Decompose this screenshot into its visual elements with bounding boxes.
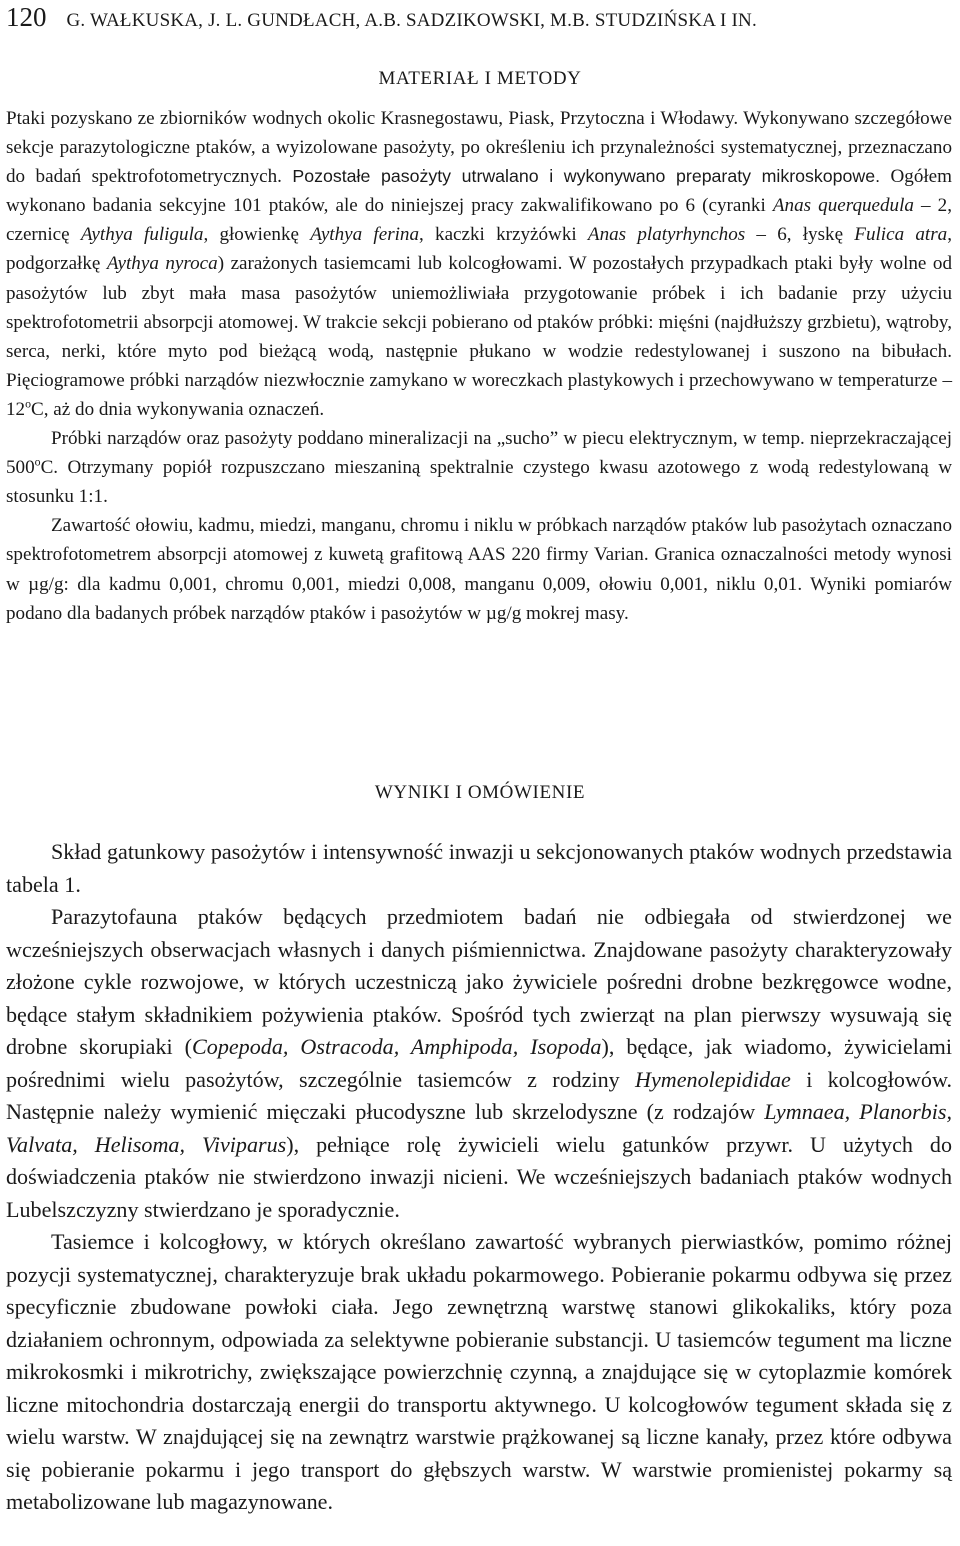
section-heading-materials-methods: MATERIAŁ I METODY (378, 68, 582, 89)
running-header (6, 2, 946, 38)
taxon-name: Hymenolepididae (635, 1066, 791, 1092)
species-name: Aythya fuligula (80, 224, 204, 246)
species-name: Anas querquedula (772, 195, 914, 217)
paragraph: Skład gatunkowy pasożytów i intensywność inwazji u sekcjonowanych ptaków wodnych przedstawia tabela 1. (6, 839, 952, 897)
paragraph: Ptaki pozyskano ze zbiorników wodnych okolic Krasnegostawu, Piask, Przytoczna i Włodawy. Wykonywano szczegółowe sekcje parazytologiczne ptaków, a wyizolowane pasożyty, po określeniu ich przynależności systematycznej, przeznaczano do badań spektrofotometrycznych. Pozostałe pasożyty utrwalano i wykonywano preparaty mikroskopowe. Ogółem wykonano badania sekcyjne 101 ptaków, ale do niniejszej pracy zakwalifikowano po 6 (cyranki Anas querquedula – 2, czernicę Aythya fuligula, głowienkę Aythya ferina, kaczki krzyżówki Anas platyrhynchos – 6, łyskę Fulica atra, podgorzałkę Aythya nyroca) zarażonych tasiemcami lub kolcogłowami. W pozostałych przypadkach ptaki były wolne od pasożytów lub zbyt mała masa pasożytów uniemożliwiała przygotowanie próbek i ich badanie przy użyciu spektrofotometrii absorpcji atomowej. W trakcie sekcji pobierano od ptaków próbki: mięśni (najdłuższy grzbietu), wątroby, serca, nerki, które myto pod bieżącą wodą, następnie płukano w wodzie redestylowanej i suszono na bibułach. Pięciogramowe próbki narządów niezwłocznie zamykano w woreczkach plastykowych i przechowywano w temperaturze –12$^o$C, aż do dnia wykonywania oznaczeń. (6, 108, 953, 420)
page-number: 120 (6, 2, 47, 32)
results-discussion-body (6, 836, 952, 1519)
species-name: Anas platyrhynchos (587, 224, 746, 246)
species-name: Aythya nyroca (106, 253, 218, 275)
paragraph: Próbki narządów oraz pasożyty poddano mineralizacji na „sucho” w piecu elektrycznym, w temp. nieprzekraczającej 500$^o$C. Otrzymany popiół rozpuszczano mieszaniną spektralnie czystego kwasu azotowego z wodą redestylowaną w stosunku 1:1. (6, 428, 952, 508)
taxon-name: Lymnaea, Planorbis, Valvata, Helisoma, Viviparus (6, 1099, 952, 1157)
materials-methods-body (6, 104, 952, 628)
section-heading-results-discussion: WYNIKI I OMÓWIENIE (374, 782, 586, 803)
paragraph: Tasiemce i kolcogłowy, w których określano zawartość wybranych pierwiastków, pomimo różnej pozycji systematycznej, charakteryzuje brak układu pokarmowego. Pobieranie pokarmu odbywa się przez specyficznie zbudowane powłoki ciała. Jego zewnętrzną warstwę stanowi glikokaliks, który poza działaniem ochronnym, odpowiada za selektywne pobieranie substancji. U tasiemców tegument ma liczne mikrokosmki i mikrotrichy, zwiększające powierzchnię czynną, a znajdujące się w cytoplazmie komórek liczne mitochondria dostarczają energii do transportu aktywnego. U kolcogłowów tegument składa się z wielu warstw. W znajdującej się na zewnątrz warstwie prążkowanej są liczne kanały, przez które odbywa się pobieranie pokarmu i jego transport do głębszych warstw. W warstwie promienistej pokarmy są metabolizowane lub magazynowane. (6, 1229, 952, 1514)
paragraph: Parazytofauna ptaków będących przedmiotem badań nie odbiegała od stwierdzonej we wcześniejszych obserwacjach własnych i danych piśmiennictwa. Znajdowane pasożyty charakteryzowały złożone cykle rozwojowe, w których uczestniczą jako żywiciele pośredni drobne bezkręgowce wodne, będące stałym składnikiem pożywienia ptaków. Spośród tych zwierząt na plan pierwszy wysuwają się drobne skorupiaki (Copepoda, Ostracoda, Amphipoda, Isopoda), będące, jak wiadomo, żywicielami pośrednimi wielu pasożytów, szczególnie tasiemców z rodziny Hymenolepididae i kolcogłowów. Następnie należy wymienić mięczaki płucodyszne lub skrzelodyszne (z rodzajów Lymnaea, Planorbis, Valvata, Helisoma, Viviparus), pełniące rolę żywicieli wielu gatunków przywr. U użytych do doświadczenia ptaków nie stwierdzono inwazji nicieni. We wcześniejszych badaniach ptaków wodnych Lubelszczyzny stwierdzano je sporadycznie. (6, 904, 952, 1222)
running-head-authors: G. WAŁKUSKA, J. L. GUNDŁACH, A.B. SADZIKOWSKI, M.B. STUDZIŃSKA I IN. (66, 10, 757, 31)
taxon-name: Copepoda, Ostracoda, Amphipoda, Isopoda (192, 1034, 602, 1059)
species-name: Aythya ferina (310, 224, 420, 246)
inserted-sentence: Pozostałe pasożyty utrwalano i wykonywano preparaty mikroskopowe. (292, 166, 881, 187)
species-name: Fulica atra (854, 224, 948, 246)
paragraph: Zawartość ołowiu, kadmu, miedzi, manganu, chromu i niklu w próbkach narządów ptaków lub pasożytach oznaczano spektrofotometrem absorpcji atomowej z kuwetą grafitową AAS 220 firmy Varian. Granica oznaczalności metody wynosi w µg/g: dla kadmu 0,001, chromu 0,001, miedzi 0,008, manganu 0,009, ołowiu 0,001, niklu 0,01. Wyniki pomiarów podano dla badanych próbek narządów ptaków i pasożytów w µg/g mokrej masy. (6, 515, 952, 624)
